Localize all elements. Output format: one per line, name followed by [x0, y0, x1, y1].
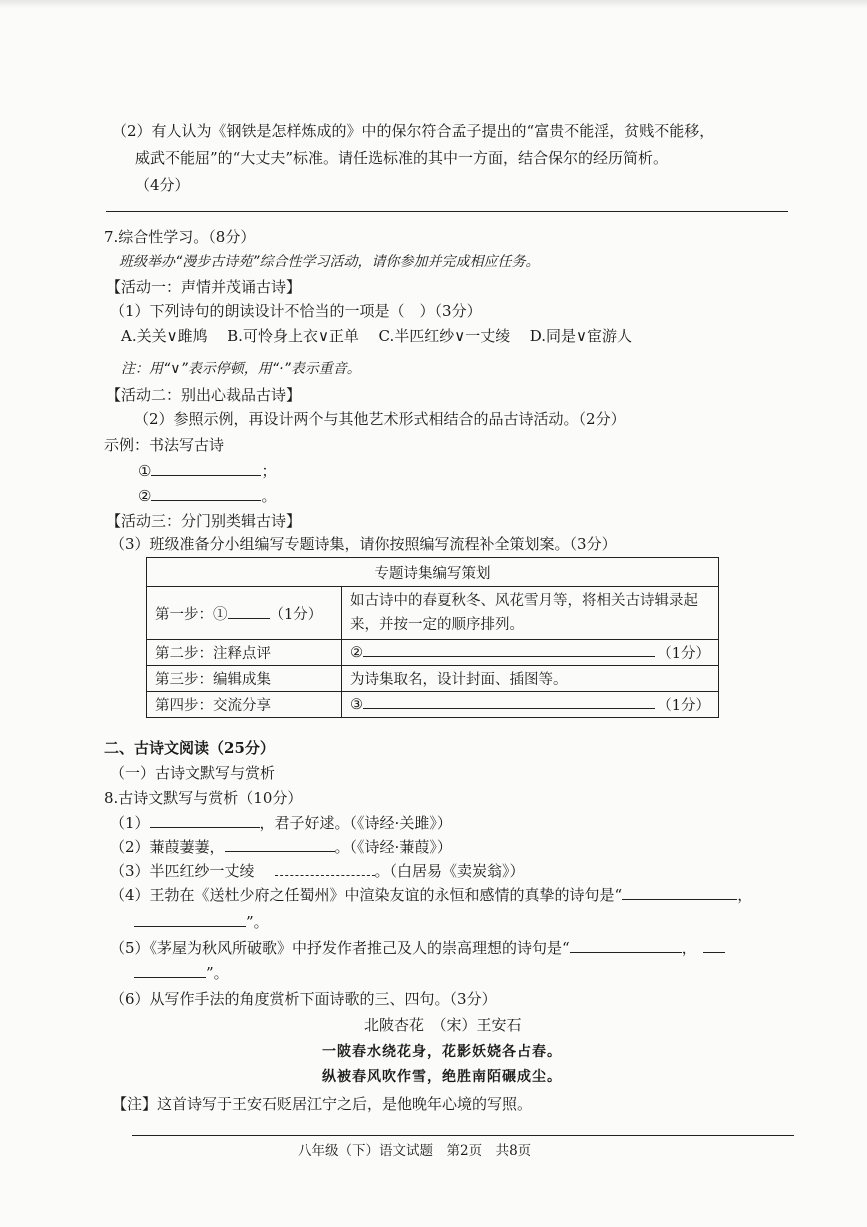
- item1-blank[interactable]: [151, 461, 261, 476]
- step4-blank[interactable]: [363, 694, 655, 709]
- q8-5-text: （5）《茅屋为秋风所破歌》中抒发作者推己及人的崇高理想的诗句是“: [110, 939, 570, 957]
- poem-line2: 纵被春风吹作雪，绝胜南陌碾成尘。: [322, 1069, 562, 1085]
- content-marker: ③: [350, 697, 363, 713]
- q8-3: [110, 860, 525, 881]
- option-a[interactable]: A.关关∨雎鸠: [121, 327, 208, 345]
- item2-end: 。: [261, 487, 277, 505]
- q8-4-blank2[interactable]: [134, 912, 246, 927]
- q8-4: [110, 884, 752, 905]
- step-cell: 第四步：交流分享: [147, 692, 342, 718]
- page-footer: 八年级（下）语文试题 第2页 共8页: [298, 1143, 532, 1159]
- step-cell: 第三步：编辑成集: [147, 666, 342, 692]
- q8-title: 8.古诗文默写与赏析（10分）: [104, 789, 303, 807]
- q8-4-blank1[interactable]: [622, 885, 737, 900]
- q8-5-blank2[interactable]: [134, 963, 206, 978]
- plan-table-header-row: [147, 558, 719, 587]
- plan-table: [146, 557, 719, 718]
- step2-blank[interactable]: [363, 642, 655, 657]
- q6-2-line2: 威武不能屈”的“大丈夫”标准。请任选标准的其中一方面，结合保尔的经历简析。: [135, 149, 669, 167]
- step1-blank[interactable]: [228, 604, 270, 619]
- item2-blank[interactable]: [151, 486, 261, 501]
- q8-3-tail: 。（白居易《卖炭翁》）: [374, 862, 525, 880]
- activity2-heading: 【活动二：别出心裁品古诗】: [106, 386, 302, 404]
- item2-marker: ②: [138, 487, 152, 505]
- plan-table-header: 专题诗集编写策划: [147, 558, 719, 587]
- q8-1-blank[interactable]: [150, 813, 260, 828]
- poem-title: 北陂杏花 （宋）王安石: [364, 1016, 522, 1034]
- q8-5-sep: ，: [681, 939, 697, 957]
- activity3-heading: 【活动三：分门别类辑古诗】: [106, 512, 302, 530]
- q7-2-item2: [138, 485, 276, 506]
- q8-5-end: ”。: [206, 964, 229, 982]
- q8-2-head: （2）蒹葭萋萋，: [110, 838, 225, 856]
- q8-5-blank1b[interactable]: [703, 938, 725, 953]
- q8-5-blank1[interactable]: [570, 938, 682, 953]
- q8-2-blank[interactable]: [225, 837, 335, 852]
- content-cell: [342, 640, 719, 666]
- page-top-edge: [0, 0, 867, 8]
- content-marker: ②: [350, 645, 363, 661]
- q7-3-question: （3）班级准备分小组编写专题诗集，请你按照编写流程补全策划案。（3分）: [110, 535, 617, 553]
- item1-end: ；: [261, 462, 277, 480]
- q8-2: [110, 836, 452, 857]
- step-cell: [147, 587, 342, 640]
- q8-1-mark: （1）: [110, 814, 150, 832]
- q8-3-blank[interactable]: [275, 861, 375, 876]
- item1-marker: ①: [138, 462, 152, 480]
- q8-4-sep: ，: [737, 886, 753, 904]
- step-cell: 第二步：注释点评: [147, 640, 342, 666]
- poem-line1: 一陂春水绕花身，花影妖娆各占春。: [322, 1044, 562, 1060]
- q8-6: （6）从写作手法的角度赏析下面诗歌的三、四句。（3分）: [110, 990, 497, 1008]
- table-row: [147, 666, 719, 692]
- step-label: 第一步：①: [155, 606, 228, 623]
- option-b[interactable]: B.可怜身上衣∨正单: [227, 327, 359, 345]
- q7-2-question: （2）参照示例，再设计两个与其他艺术形式相结合的品古诗活动。（2分）: [134, 410, 626, 428]
- q8-4-cont: [134, 911, 269, 932]
- q7-1-options: [121, 325, 632, 346]
- q8-2-tail: 。（《诗经·蒹葭》）: [334, 838, 452, 856]
- q8-4-end: ”。: [246, 913, 269, 931]
- q6-2-line1: （2）有人认为《钢铁是怎样炼成的》中的保尔符合孟子提出的“富贵不能淫，贫贱不能移，: [112, 122, 715, 140]
- table-row: [147, 692, 719, 718]
- q8-1: [110, 812, 452, 833]
- q7-title: 7.综合性学习。（8分）: [104, 228, 256, 246]
- q8-5-cont: [134, 962, 229, 983]
- answer-line[interactable]: [106, 211, 788, 212]
- content-score: （1分）: [657, 698, 710, 714]
- content-cell: 如古诗中的春夏秋冬、风花雪月等，将相关古诗辑录起来，并按一定的顺序排列。: [342, 587, 719, 640]
- content-score: （1分）: [657, 646, 710, 662]
- table-row: [147, 640, 719, 666]
- content-cell: 为诗集取名，设计封面、插图等。: [342, 666, 719, 692]
- q7-2-example: 示例：书法写古诗: [104, 436, 225, 454]
- q8-3-head: （3）半匹红纱一丈绫: [110, 862, 255, 880]
- step-score: （1分）: [269, 606, 323, 623]
- poem-note: 【注】这首诗写于王安石贬居江宁之后，是他晚年心境的写照。: [112, 1095, 533, 1113]
- q8-5: [110, 937, 725, 958]
- section2-title: 二、古诗文阅读（25分）: [104, 739, 275, 757]
- option-d[interactable]: D.同是∨宦游人: [529, 327, 633, 345]
- q7-intro: 班级举办“漫步古诗苑”综合性学习活动，请你参加并完成相应任务。: [119, 254, 540, 270]
- q8-4-text: （4）王勃在《送杜少府之任蜀州》中渲染友谊的永恒和感情的真挚的诗句是“: [110, 886, 623, 904]
- q7-note: 注：用“∨”表示停顿，用“·”表示重音。: [121, 361, 361, 377]
- q8-1-tail: ，君子好逑。（《诗经·关雎》）: [259, 814, 452, 832]
- q6-2-score: （4分）: [135, 176, 190, 194]
- content-cell: [342, 692, 719, 718]
- q7-2-item1: [138, 460, 276, 481]
- section2-part1: （一）古诗文默写与赏析: [110, 764, 276, 782]
- q7-1-question: （1）下列诗句的朗读设计不恰当的一项是（ ）（3分）: [110, 302, 482, 320]
- table-row: [147, 587, 719, 640]
- activity1-heading: 【活动一：声情并茂诵古诗】: [106, 278, 302, 296]
- option-c[interactable]: C.半匹红纱∨一丈绫: [378, 327, 511, 345]
- footer-rule: [132, 1135, 794, 1136]
